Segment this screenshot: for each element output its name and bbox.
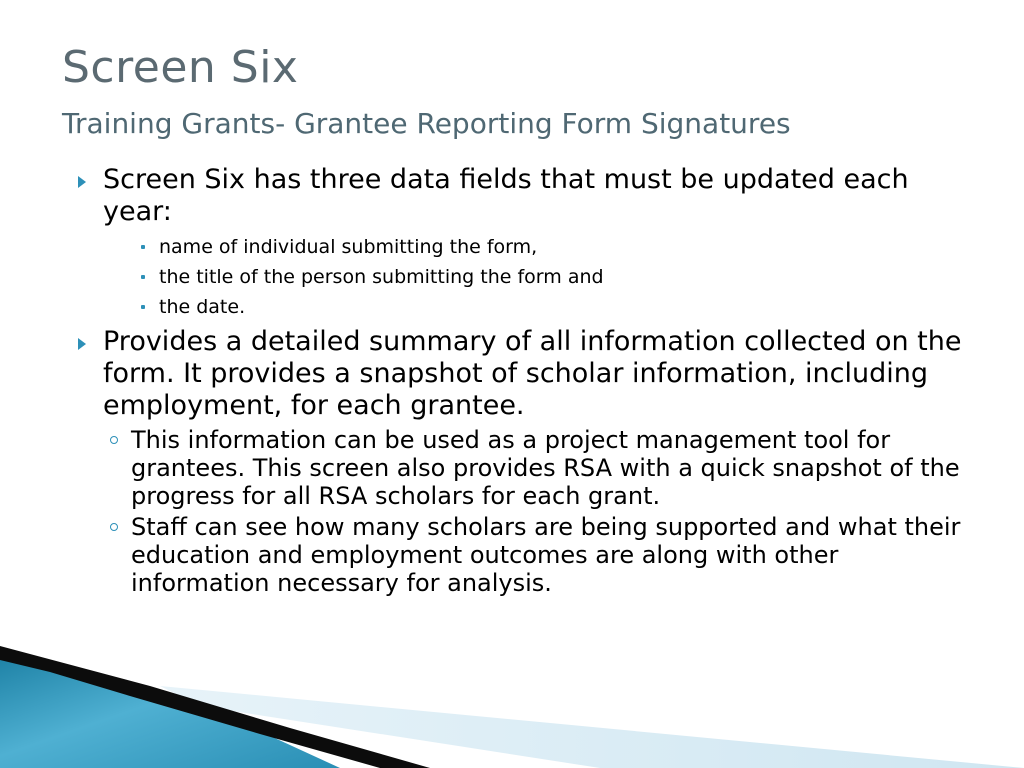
sub-bullet-text: name of individual submitting the form, xyxy=(159,236,538,258)
sub-bullet-text: This information can be used as a project management tool for grantees. This screen also provides RSA with a quick snapshot of the progress for all RSA scholars for each grant. xyxy=(131,426,960,510)
bullet-text: Provides a detailed summary of all information collected on the form. It provides a snapshot of scholar information, including employment, for each grantee. xyxy=(103,326,962,421)
bullet-text: Screen Six has three data fields that must be updated each year: xyxy=(103,164,909,227)
slide-title: Screen Six xyxy=(62,42,299,93)
sub-bullet-text: Staff can see how many scholars are being supported and what their education and employment outcomes are along with other information necessary for analysis. xyxy=(131,513,961,597)
sub-bullet-text: the date. xyxy=(159,296,246,318)
slide-subtitle: Training Grants- Grantee Reporting Form Signatures xyxy=(62,107,791,140)
sub-bullet-text: the title of the person submitting the form and xyxy=(159,266,604,288)
